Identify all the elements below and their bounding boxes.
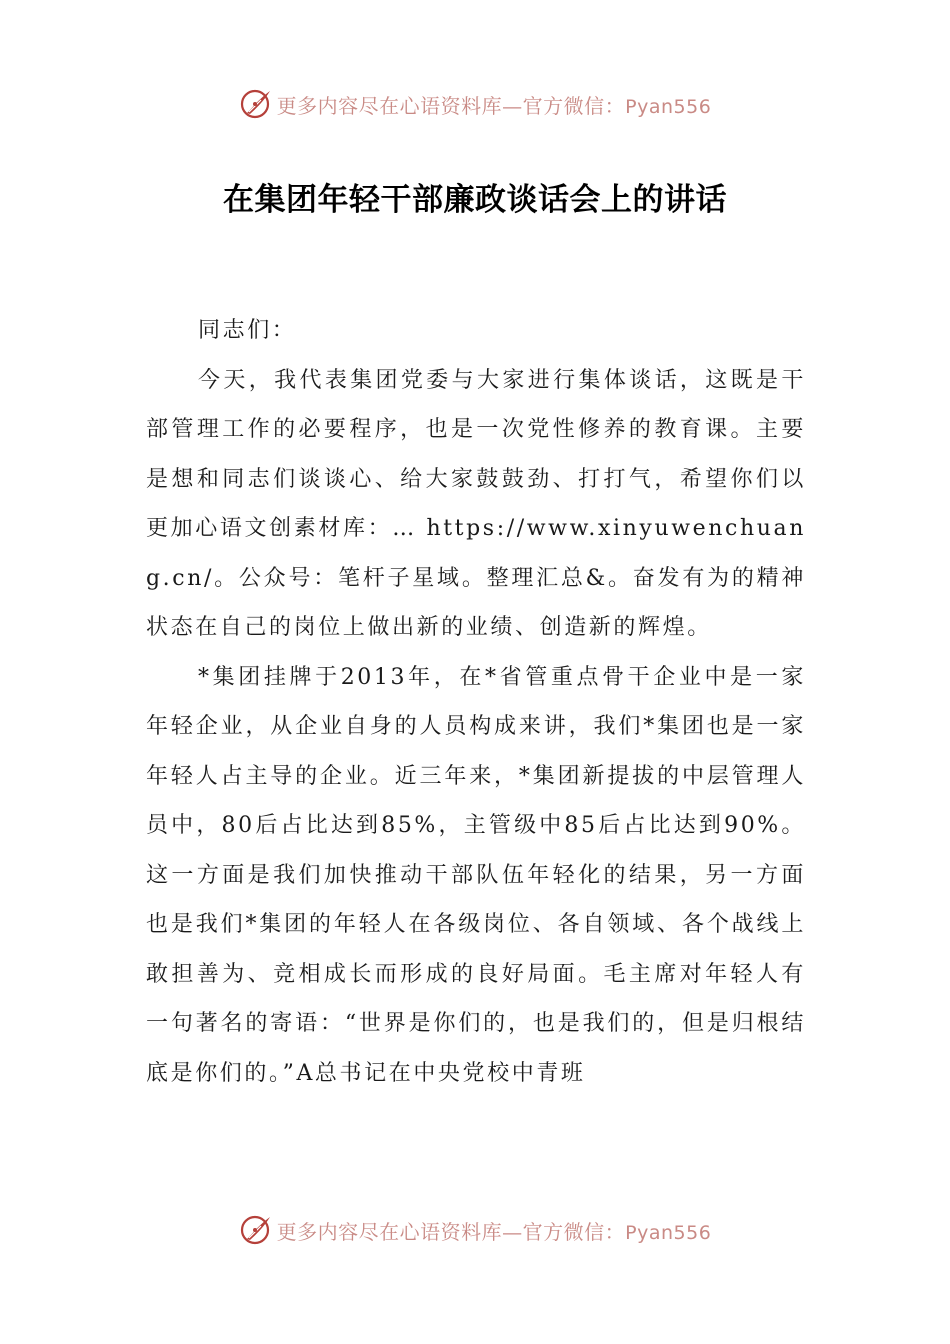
footer-watermark <box>0 1210 950 1250</box>
watermark-text: 更多内容尽在心语资料库—官方微信：Pyan556 <box>276 1219 712 1244</box>
greeting: 同志们： <box>198 318 297 343</box>
paragraph: 今天，我代表集团党委与大家进行集体谈话，这既是干部管理工作的必要程序，也是一次党性修养的教育课。主要是想和同志们谈谈心、给大家鼓鼓劲、打打气，希望你们以更加心语文创素材库：… https://www.xinyuwenchuang.cn/。公众号：笔杆子星域。整理汇总&。奋发有为的精神状态在自己的岗位上做出新的业绩、创造新的辉煌。 <box>146 367 806 640</box>
header-watermark <box>0 84 950 124</box>
document-body <box>146 306 806 1098</box>
watermark-text: 更多内容尽在心语资料库—官方微信：Pyan556 <box>276 93 712 118</box>
quill-pen-logo-icon <box>239 1213 273 1247</box>
paragraph: *集团挂牌于2013年，在*省管重点骨干企业中是一家年轻企业，从企业自身的人员构成来讲，我们*集团也是一家年轻人占主导的企业。近三年来，*集团新提拔的中层管理人员中，80后占比达到85%，主管级中85后占比达到90%。这一方面是我们加快推动干部队伍年轻化的结果，另一方面也是我们*集团的年轻人在各级岗位、各自领域、各个战线上敢担善为、竞相成长而形成的良好局面。毛主席对年轻人有一句著名的寄语：“世界是你们的，也是我们的，但是归根结底是你们的。”A总书记在中央党校中青班 <box>146 664 806 1086</box>
quill-pen-logo-icon <box>239 87 273 121</box>
document-title: 在集团年轻干部廉政谈话会上的讲话 <box>223 182 727 218</box>
